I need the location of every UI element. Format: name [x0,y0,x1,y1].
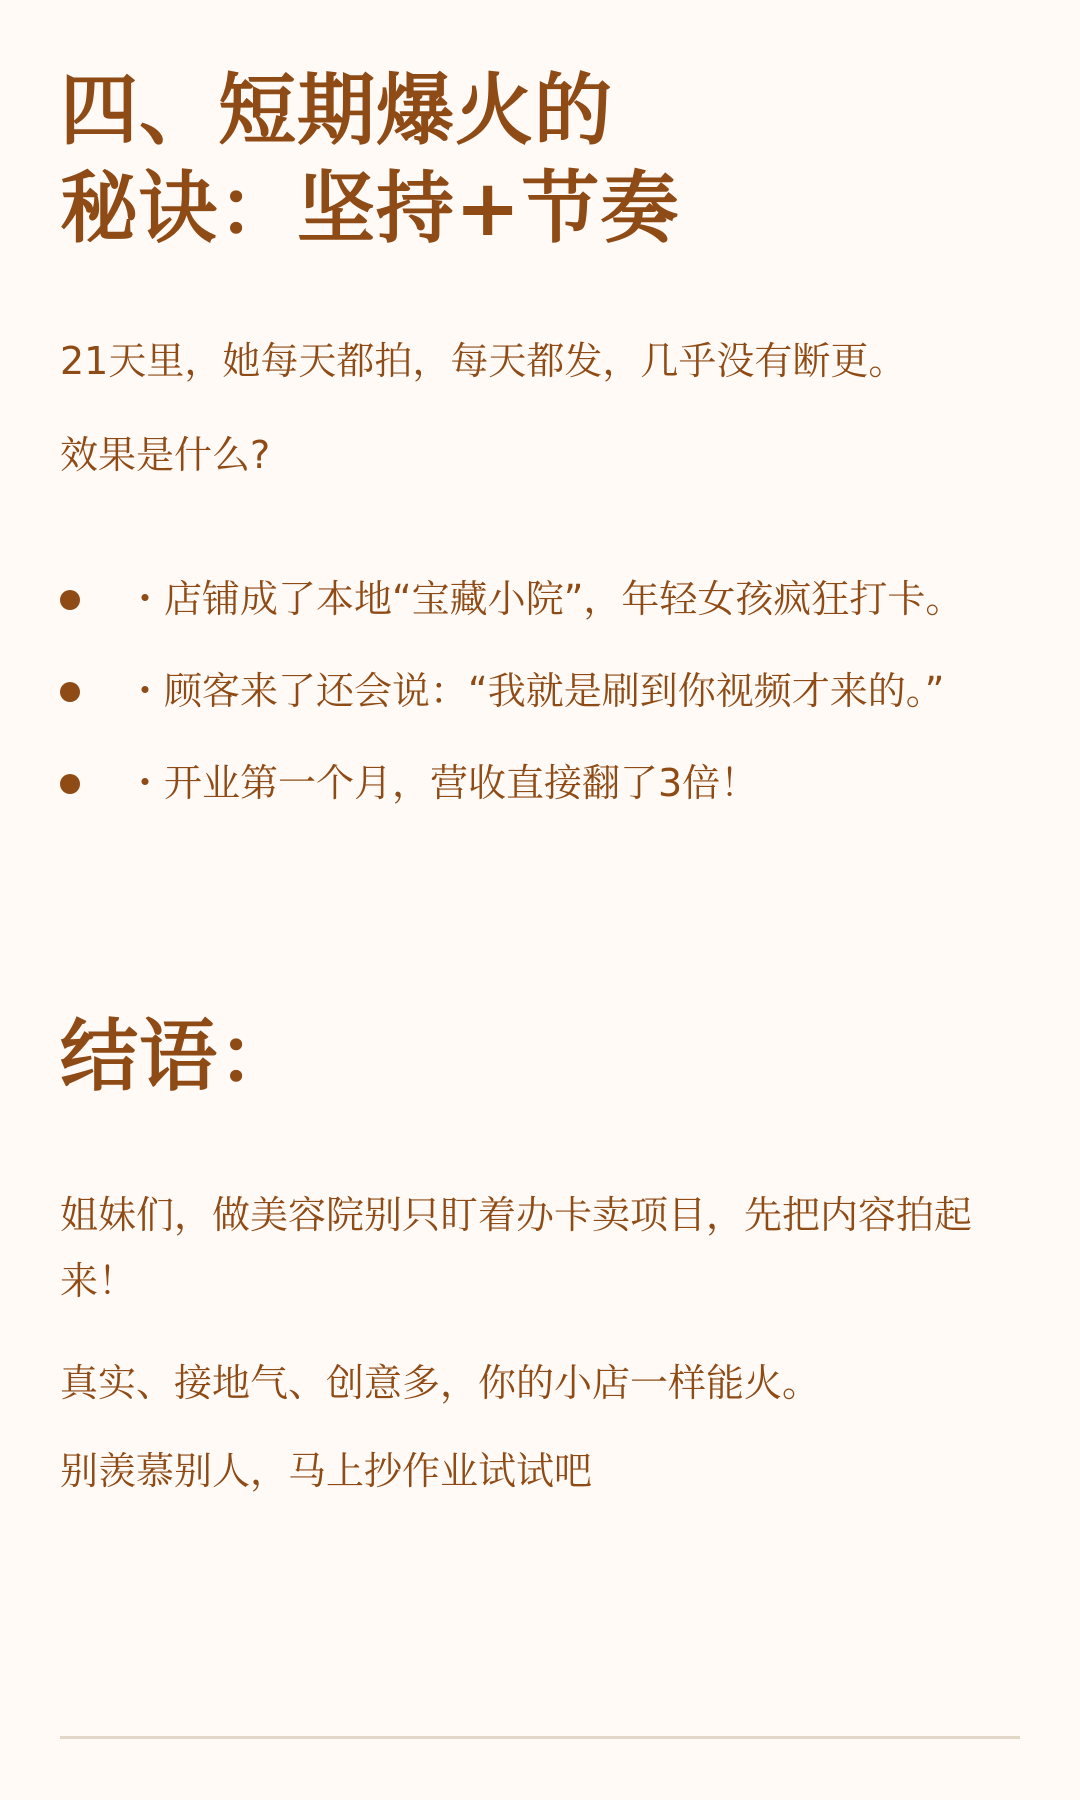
bullet-dot-icon [60,590,80,610]
conclusion-paragraph-1: 姐妹们，做美容院别只盯着办卡卖项目，先把内容拍起来！ [60,1193,973,1303]
bullet-dot-icon [60,774,80,794]
section-4-heading [60,62,820,258]
bullet-text: ・顾客来了还会说：“我就是刷到你视频才来的。” [126,669,945,713]
list-item [60,568,1040,660]
bottom-divider [60,1736,1020,1739]
list-item [60,660,1040,752]
conclusion-paragraph-2: 真实、接地气、创意多，你的小店一样能火。 [60,1361,821,1405]
bullet-dot-icon [60,682,80,702]
bullet-text: ・开业第一个月，营收直接翻了3倍！ [126,761,759,805]
section-4-heading-line2: 秘诀：坚持+节奏 [60,164,680,254]
results-bullet-list [60,568,1040,844]
section-4-heading-line1: 四、短期爆火的 [60,66,614,156]
section-4-paragraph-1: 21天里，她每天都拍，每天都发，几乎没有断更。 [60,339,907,383]
section-4-paragraph-2: 效果是什么? [60,433,271,477]
list-item [60,752,1040,844]
conclusion-paragraph-3: 别羡慕别人，马上抄作业试试吧 [60,1449,593,1493]
conclusion-heading: 结语： [60,1012,298,1102]
bullet-text: ・店铺成了本地“宝藏小院”，年轻女孩疯狂打卡。 [126,577,964,621]
